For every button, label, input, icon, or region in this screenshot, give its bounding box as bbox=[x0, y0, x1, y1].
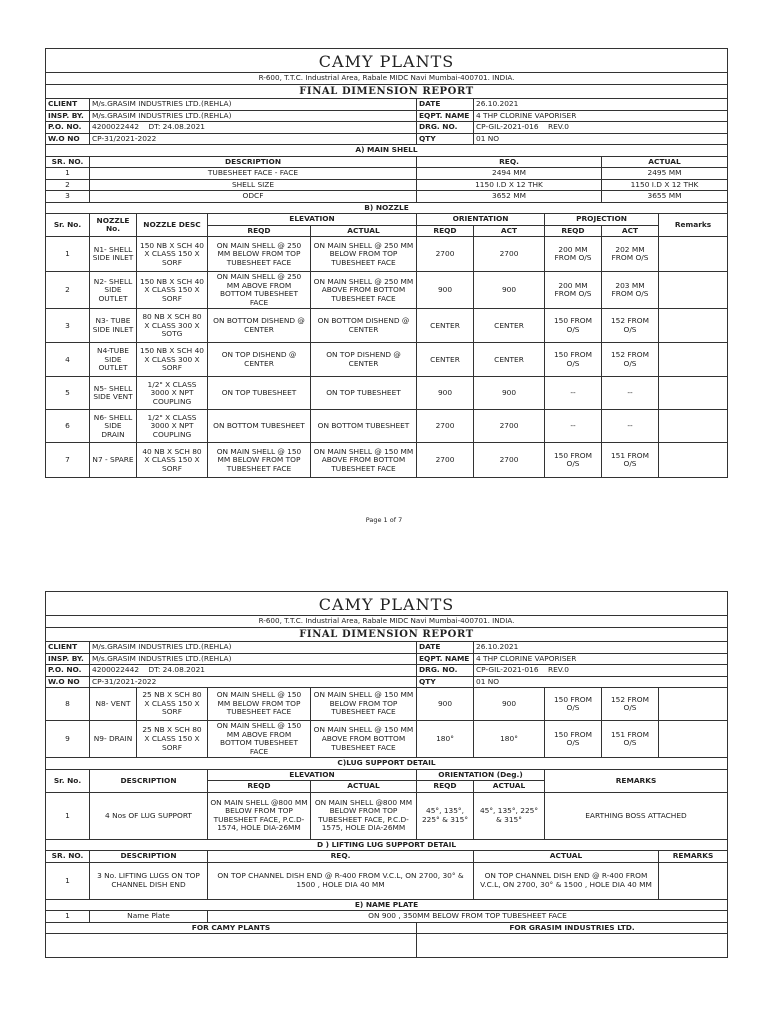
company-name: CAMY PLANTS bbox=[46, 592, 728, 616]
section-main-shell: A) MAIN SHELL bbox=[46, 145, 728, 157]
wo-value: CP-31/2021-2022 bbox=[90, 676, 417, 688]
cell-pr-req: 150 FROM O/S bbox=[545, 443, 602, 478]
cell-or-act: 2700 bbox=[474, 410, 545, 443]
wo-label: W.O NO bbox=[46, 676, 90, 688]
cell-pr-act: -- bbox=[602, 377, 659, 410]
date-label: DATE bbox=[417, 99, 474, 111]
cell-req: 3652 MM bbox=[417, 191, 602, 203]
nozzle-row bbox=[46, 443, 728, 478]
cell-nozzle-desc: 1/2" X CLASS 3000 X NPT COUPLING bbox=[137, 410, 208, 443]
cell-pr-act: -- bbox=[602, 410, 659, 443]
cell-req: 1150 I.D X 12 THK bbox=[417, 179, 602, 191]
po-value bbox=[90, 665, 417, 677]
col-description: DESCRIPTION bbox=[90, 156, 417, 168]
eqpt-label: EQPT. NAME bbox=[417, 653, 474, 665]
cell-el-req: ON TOP TUBESHEET bbox=[208, 377, 311, 410]
cell-nozzle-no: N4-TUBE SIDE OUTLET bbox=[90, 343, 137, 377]
col-req: REQ. bbox=[208, 851, 474, 863]
section-lug-support: C)LUG SUPPORT DETAIL bbox=[46, 758, 728, 770]
cell-remarks bbox=[659, 343, 728, 377]
company-address: R-600, T.T.C. Industrial Area, Rabale MIDC Navi Mumbai-400701. INDIA. bbox=[46, 73, 728, 84]
cell-or-req: 2700 bbox=[417, 237, 474, 272]
po-number: 4200022442 bbox=[92, 665, 140, 675]
cell-nozzle-desc: 1/2" X CLASS 3000 X NPT COUPLING bbox=[137, 377, 208, 410]
cell-el-act: ON TOP TUBESHEET bbox=[311, 377, 417, 410]
cell-or-act: 180° bbox=[474, 721, 545, 758]
qty-value: 01 NO bbox=[474, 676, 728, 688]
cell-desc: 4 Nos OF LUG SUPPORT bbox=[90, 792, 208, 839]
cell-sr: 1 bbox=[46, 237, 90, 272]
po-label: P.O. NO. bbox=[46, 122, 90, 134]
cell-sr: 1 bbox=[46, 792, 90, 839]
qty-value: 01 NO bbox=[474, 133, 728, 145]
cell-pr-act: 152 FROM O/S bbox=[602, 688, 659, 721]
wo-label: W.O NO bbox=[46, 133, 90, 145]
drg-value bbox=[474, 665, 728, 677]
cell-desc: Name Plate bbox=[90, 911, 208, 923]
col-remarks: REMARKS bbox=[545, 769, 728, 792]
cell-or-req: CENTER bbox=[417, 343, 474, 377]
cell-or-act: 45°, 135°, 225° & 315° bbox=[474, 792, 545, 839]
cell-req: ON TOP CHANNEL DISH END @ R-400 FROM V.C.L, ON 2700, 30° & 1500 , HOLE DIA 40 MM bbox=[208, 862, 474, 899]
cell-el-act: ON BOTTOM TUBESHEET bbox=[311, 410, 417, 443]
cell-el-req: ON MAIN SHELL @ 250 MM ABOVE FROM BOTTOM TUBESHEET FACE bbox=[208, 272, 311, 309]
insp-value: M/s.GRASIM INDUSTRIES LTD.(REHLA) bbox=[90, 110, 417, 122]
drg-value bbox=[474, 122, 728, 134]
cell-act: ON TOP CHANNEL DISH END @ R-400 FROM V.C.L, ON 2700, 30° & 1500 , HOLE DIA 40 MM bbox=[474, 862, 659, 899]
cell-or-act: CENTER bbox=[474, 309, 545, 343]
cell-el-act: ON MAIN SHELL @800 MM BELOW FROM TOP TUBESHEET FACE, P.C.D-1575, HOLE DIA-26MM bbox=[311, 792, 417, 839]
cell-or-act: 900 bbox=[474, 688, 545, 721]
report-table-page-2 bbox=[45, 591, 728, 958]
col-pr-act: ACT bbox=[602, 225, 659, 237]
company-address: R-600, T.T.C. Industrial Area, Rabale MIDC Navi Mumbai-400701. INDIA. bbox=[46, 616, 728, 627]
signature-grasim: FOR GRASIM INDUSTRIES LTD. bbox=[417, 922, 728, 934]
cell-el-req: ON TOP DISHEND @ CENTER bbox=[208, 343, 311, 377]
cell-pr-act: 151 FROM O/S bbox=[602, 443, 659, 478]
col-or-reqd: REQD bbox=[417, 781, 474, 793]
cell-sr: 3 bbox=[46, 191, 90, 203]
po-value bbox=[90, 122, 417, 134]
wo-value: CP-31/2021-2022 bbox=[90, 133, 417, 145]
cell-el-act: ON MAIN SHELL @ 150 MM ABOVE FROM BOTTOM TUBESHEET FACE bbox=[311, 721, 417, 758]
cell-desc: SHELL SIZE bbox=[90, 179, 417, 191]
cell-or-req: 2700 bbox=[417, 410, 474, 443]
cell-remarks: EARTHING BOSS ATTACHED bbox=[545, 792, 728, 839]
cell-or-act: 2700 bbox=[474, 443, 545, 478]
nozzle-row bbox=[46, 237, 728, 272]
signature-space-grasim bbox=[417, 934, 728, 958]
col-nozzle-desc: NOZZLE DESC bbox=[137, 214, 208, 237]
cell-el-act: ON MAIN SHELL @ 150 MM ABOVE FROM BOTTOM TUBESHEET FACE bbox=[311, 443, 417, 478]
col-description: DESCRIPTION bbox=[90, 851, 208, 863]
table-row bbox=[46, 191, 728, 203]
cell-nozzle-no: N1- SHELL SIDE INLET bbox=[90, 237, 137, 272]
cell-sr: 6 bbox=[46, 410, 90, 443]
po-date: DT: 24.08.2021 bbox=[148, 122, 205, 132]
drg-number: CP-GIL-2021-016 bbox=[476, 122, 539, 132]
report-page-1 bbox=[45, 48, 727, 478]
drg-number: CP-GIL-2021-016 bbox=[476, 665, 539, 675]
cell-nozzle-desc: 40 NB X SCH 80 X CLASS 150 X SORF bbox=[137, 443, 208, 478]
cell-el-req: ON BOTTOM TUBESHEET bbox=[208, 410, 311, 443]
cell-el-req: ON MAIN SHELL @ 150 MM BELOW FROM TOP TUBESHEET FACE bbox=[208, 688, 311, 721]
cell-remarks bbox=[659, 721, 728, 758]
section-lifting-lug: D ) LIFTING LUG SUPPORT DETAIL bbox=[46, 839, 728, 851]
signature-space-row bbox=[46, 934, 728, 958]
cell-nozzle-desc: 80 NB X SCH 80 X CLASS 300 X SOTG bbox=[137, 309, 208, 343]
cell-remarks bbox=[659, 272, 728, 309]
cell-remarks bbox=[659, 237, 728, 272]
cell-pr-req: 200 MM FROM O/S bbox=[545, 272, 602, 309]
col-remarks: Remarks bbox=[659, 214, 728, 237]
po-date: DT: 24.08.2021 bbox=[148, 665, 205, 675]
cell-nozzle-desc: 150 NB X SCH 40 X CLASS 300 X SORF bbox=[137, 343, 208, 377]
insp-label: INSP. BY. bbox=[46, 653, 90, 665]
cell-nozzle-no: N5- SHELL SIDE VENT bbox=[90, 377, 137, 410]
cell-desc: TUBESHEET FACE - FACE bbox=[90, 168, 417, 180]
cell-nozzle-no: N2- SHELL SIDE OUTLET bbox=[90, 272, 137, 309]
cell-el-req: ON MAIN SHELL @ 150 MM ABOVE FROM BOTTOM TUBESHEET FACE bbox=[208, 721, 311, 758]
cell-act: 2495 MM bbox=[602, 168, 728, 180]
col-req: REQ. bbox=[417, 156, 602, 168]
cell-nozzle-desc: 25 NB X SCH 80 X CLASS 150 X SORF bbox=[137, 688, 208, 721]
cell-or-req: 900 bbox=[417, 688, 474, 721]
cell-req: 2494 MM bbox=[417, 168, 602, 180]
col-sr: SR. NO. bbox=[46, 851, 90, 863]
cell-pr-req: -- bbox=[545, 377, 602, 410]
date-label: DATE bbox=[417, 642, 474, 654]
cell-el-act: ON TOP DISHEND @ CENTER bbox=[311, 343, 417, 377]
col-elevation: ELEVATION bbox=[208, 769, 417, 781]
nozzle-row bbox=[46, 309, 728, 343]
nozzle-row bbox=[46, 688, 728, 721]
cell-sr: 8 bbox=[46, 688, 90, 721]
col-actual: ACTUAL bbox=[602, 156, 728, 168]
cell-pr-act: 151 FROM O/S bbox=[602, 721, 659, 758]
cell-sr: 1 bbox=[46, 168, 90, 180]
col-el-actual: ACTUAL bbox=[311, 225, 417, 237]
col-or-actual: ACTUAL bbox=[474, 781, 545, 793]
eqpt-value: 4 THP CLORINE VAPORISER bbox=[474, 110, 728, 122]
qty-label: QTY bbox=[417, 676, 474, 688]
cell-el-act: ON MAIN SHELL @ 250 MM BELOW FROM TOP TUBESHEET FACE bbox=[311, 237, 417, 272]
cell-nozzle-no: N8- VENT bbox=[90, 688, 137, 721]
cell-or-req: 2700 bbox=[417, 443, 474, 478]
lug-row bbox=[46, 792, 728, 839]
nozzle-row bbox=[46, 721, 728, 758]
cell-sr: 2 bbox=[46, 179, 90, 191]
col-orientation: ORIENTATION bbox=[417, 214, 545, 226]
cell-sr: 5 bbox=[46, 377, 90, 410]
lifting-row bbox=[46, 862, 728, 899]
cell-pr-act: 203 MM FROM O/S bbox=[602, 272, 659, 309]
col-sr: Sr. No. bbox=[46, 214, 90, 237]
report-page-2 bbox=[45, 591, 727, 958]
cell-pr-req: 150 FROM O/S bbox=[545, 688, 602, 721]
table-row bbox=[46, 168, 728, 180]
cell-value: ON 900 , 350MM BELOW FROM TOP TUBESHEET FACE bbox=[208, 911, 728, 923]
col-elevation: ELEVATION bbox=[208, 214, 417, 226]
col-remarks: REMARKS bbox=[659, 851, 728, 863]
insp-value: M/s.GRASIM INDUSTRIES LTD.(REHLA) bbox=[90, 653, 417, 665]
po-label: P.O. NO. bbox=[46, 665, 90, 677]
cell-or-req: 900 bbox=[417, 377, 474, 410]
cell-or-req: 45°, 135°, 225° & 315° bbox=[417, 792, 474, 839]
cell-sr: 9 bbox=[46, 721, 90, 758]
cell-nozzle-no: N7 - SPARE bbox=[90, 443, 137, 478]
report-table-page-1 bbox=[45, 48, 728, 478]
col-actual: ACTUAL bbox=[474, 851, 659, 863]
cell-act: 3655 MM bbox=[602, 191, 728, 203]
cell-nozzle-no: N6- SHELL SIDE DRAIN bbox=[90, 410, 137, 443]
cell-sr: 7 bbox=[46, 443, 90, 478]
cell-desc: ODCF bbox=[90, 191, 417, 203]
company-name: CAMY PLANTS bbox=[46, 49, 728, 73]
nozzle-row bbox=[46, 343, 728, 377]
eqpt-label: EQPT. NAME bbox=[417, 110, 474, 122]
insp-label: INSP. BY. bbox=[46, 110, 90, 122]
eqpt-value: 4 THP CLORINE VAPORISER bbox=[474, 653, 728, 665]
cell-pr-req: 150 FROM O/S bbox=[545, 309, 602, 343]
drg-rev: REV.0 bbox=[547, 665, 569, 675]
cell-sr: 4 bbox=[46, 343, 90, 377]
report-title: FINAL DIMENSION REPORT bbox=[46, 627, 728, 642]
col-nozzle-no: NOZZLE No. bbox=[90, 214, 137, 237]
cell-nozzle-no: N9- DRAIN bbox=[90, 721, 137, 758]
cell-or-req: 900 bbox=[417, 272, 474, 309]
cell-desc: 3 No. LIFTING LUGS ON TOP CHANNEL DISH END bbox=[90, 862, 208, 899]
cell-or-req: 180° bbox=[417, 721, 474, 758]
cell-sr: 2 bbox=[46, 272, 90, 309]
nameplate-row bbox=[46, 911, 728, 923]
table-row bbox=[46, 179, 728, 191]
cell-remarks bbox=[659, 377, 728, 410]
cell-nozzle-no: N3- TUBE SIDE INLET bbox=[90, 309, 137, 343]
col-projection: PROJECTION bbox=[545, 214, 659, 226]
signature-camy: FOR CAMY PLANTS bbox=[46, 922, 417, 934]
col-description: DESCRIPTION bbox=[90, 769, 208, 792]
col-or-act: ACT bbox=[474, 225, 545, 237]
cell-or-act: CENTER bbox=[474, 343, 545, 377]
client-value: M/s.GRASIM INDUSTRIES LTD.(REHLA) bbox=[90, 642, 417, 654]
date-value: 26.10.2021 bbox=[474, 99, 728, 111]
cell-nozzle-desc: 150 NB X SCH 40 X CLASS 150 X SORF bbox=[137, 272, 208, 309]
signature-space-camy bbox=[46, 934, 417, 958]
cell-pr-req: -- bbox=[545, 410, 602, 443]
cell-remarks bbox=[659, 410, 728, 443]
client-value: M/s.GRASIM INDUSTRIES LTD.(REHLA) bbox=[90, 99, 417, 111]
drg-label: DRG. NO. bbox=[417, 122, 474, 134]
report-title: FINAL DIMENSION REPORT bbox=[46, 84, 728, 99]
cell-or-act: 900 bbox=[474, 272, 545, 309]
cell-remarks bbox=[659, 688, 728, 721]
section-nozzle: B) NOZZLE bbox=[46, 202, 728, 214]
cell-pr-act: 202 MM FROM O/S bbox=[602, 237, 659, 272]
cell-nozzle-desc: 150 NB X SCH 40 X CLASS 150 X SORF bbox=[137, 237, 208, 272]
nozzle-row bbox=[46, 410, 728, 443]
cell-sr: 3 bbox=[46, 309, 90, 343]
cell-remarks bbox=[659, 862, 728, 899]
col-el-actual: ACTUAL bbox=[311, 781, 417, 793]
cell-sr: 1 bbox=[46, 862, 90, 899]
col-el-reqd: REQD bbox=[208, 225, 311, 237]
cell-remarks bbox=[659, 309, 728, 343]
qty-label: QTY bbox=[417, 133, 474, 145]
cell-el-act: ON MAIN SHELL @ 250 MM ABOVE FROM BOTTOM TUBESHEET FACE bbox=[311, 272, 417, 309]
cell-el-act: ON MAIN SHELL @ 150 MM BELOW FROM TOP TUBESHEET FACE bbox=[311, 688, 417, 721]
client-label: CLIENT bbox=[46, 642, 90, 654]
cell-remarks bbox=[659, 443, 728, 478]
cell-sr: 1 bbox=[46, 911, 90, 923]
page-number: Page 1 of 7 bbox=[365, 516, 403, 524]
cell-pr-req: 150 FROM O/S bbox=[545, 721, 602, 758]
cell-pr-act: 152 FROM O/S bbox=[602, 309, 659, 343]
col-or-reqd: REQD bbox=[417, 225, 474, 237]
cell-el-req: ON MAIN SHELL @800 MM BELOW FROM TOP TUBESHEET FACE, P.C.D-1574, HOLE DIA-26MM bbox=[208, 792, 311, 839]
col-pr-reqd: REQD bbox=[545, 225, 602, 237]
cell-el-act: ON BOTTOM DISHEND @ CENTER bbox=[311, 309, 417, 343]
col-el-reqd: REQD bbox=[208, 781, 311, 793]
cell-pr-act: 152 FROM O/S bbox=[602, 343, 659, 377]
cell-el-req: ON MAIN SHELL @ 250 MM BELOW FROM TOP TUBESHEET FACE bbox=[208, 237, 311, 272]
cell-el-req: ON MAIN SHELL @ 150 MM BELOW FROM TOP TUBESHEET FACE bbox=[208, 443, 311, 478]
cell-act: 1150 I.D X 12 THK bbox=[602, 179, 728, 191]
col-sr: SR. NO. bbox=[46, 156, 90, 168]
cell-el-req: ON BOTTOM DISHEND @ CENTER bbox=[208, 309, 311, 343]
cell-or-act: 900 bbox=[474, 377, 545, 410]
col-orientation: ORIENTATION (Deg.) bbox=[417, 769, 545, 781]
section-name-plate: E) NAME PLATE bbox=[46, 899, 728, 911]
nozzle-row bbox=[46, 272, 728, 309]
cell-or-act: 2700 bbox=[474, 237, 545, 272]
cell-pr-req: 150 FROM O/S bbox=[545, 343, 602, 377]
nozzle-row bbox=[46, 377, 728, 410]
cell-or-req: CENTER bbox=[417, 309, 474, 343]
drg-label: DRG. NO. bbox=[417, 665, 474, 677]
po-number: 4200022442 bbox=[92, 122, 140, 132]
date-value: 26.10.2021 bbox=[474, 642, 728, 654]
cell-pr-req: 200 MM FROM O/S bbox=[545, 237, 602, 272]
cell-nozzle-desc: 25 NB X SCH 80 X CLASS 150 X SORF bbox=[137, 721, 208, 758]
client-label: CLIENT bbox=[46, 99, 90, 111]
drg-rev: REV.0 bbox=[547, 122, 569, 132]
col-sr: Sr. No. bbox=[46, 769, 90, 792]
